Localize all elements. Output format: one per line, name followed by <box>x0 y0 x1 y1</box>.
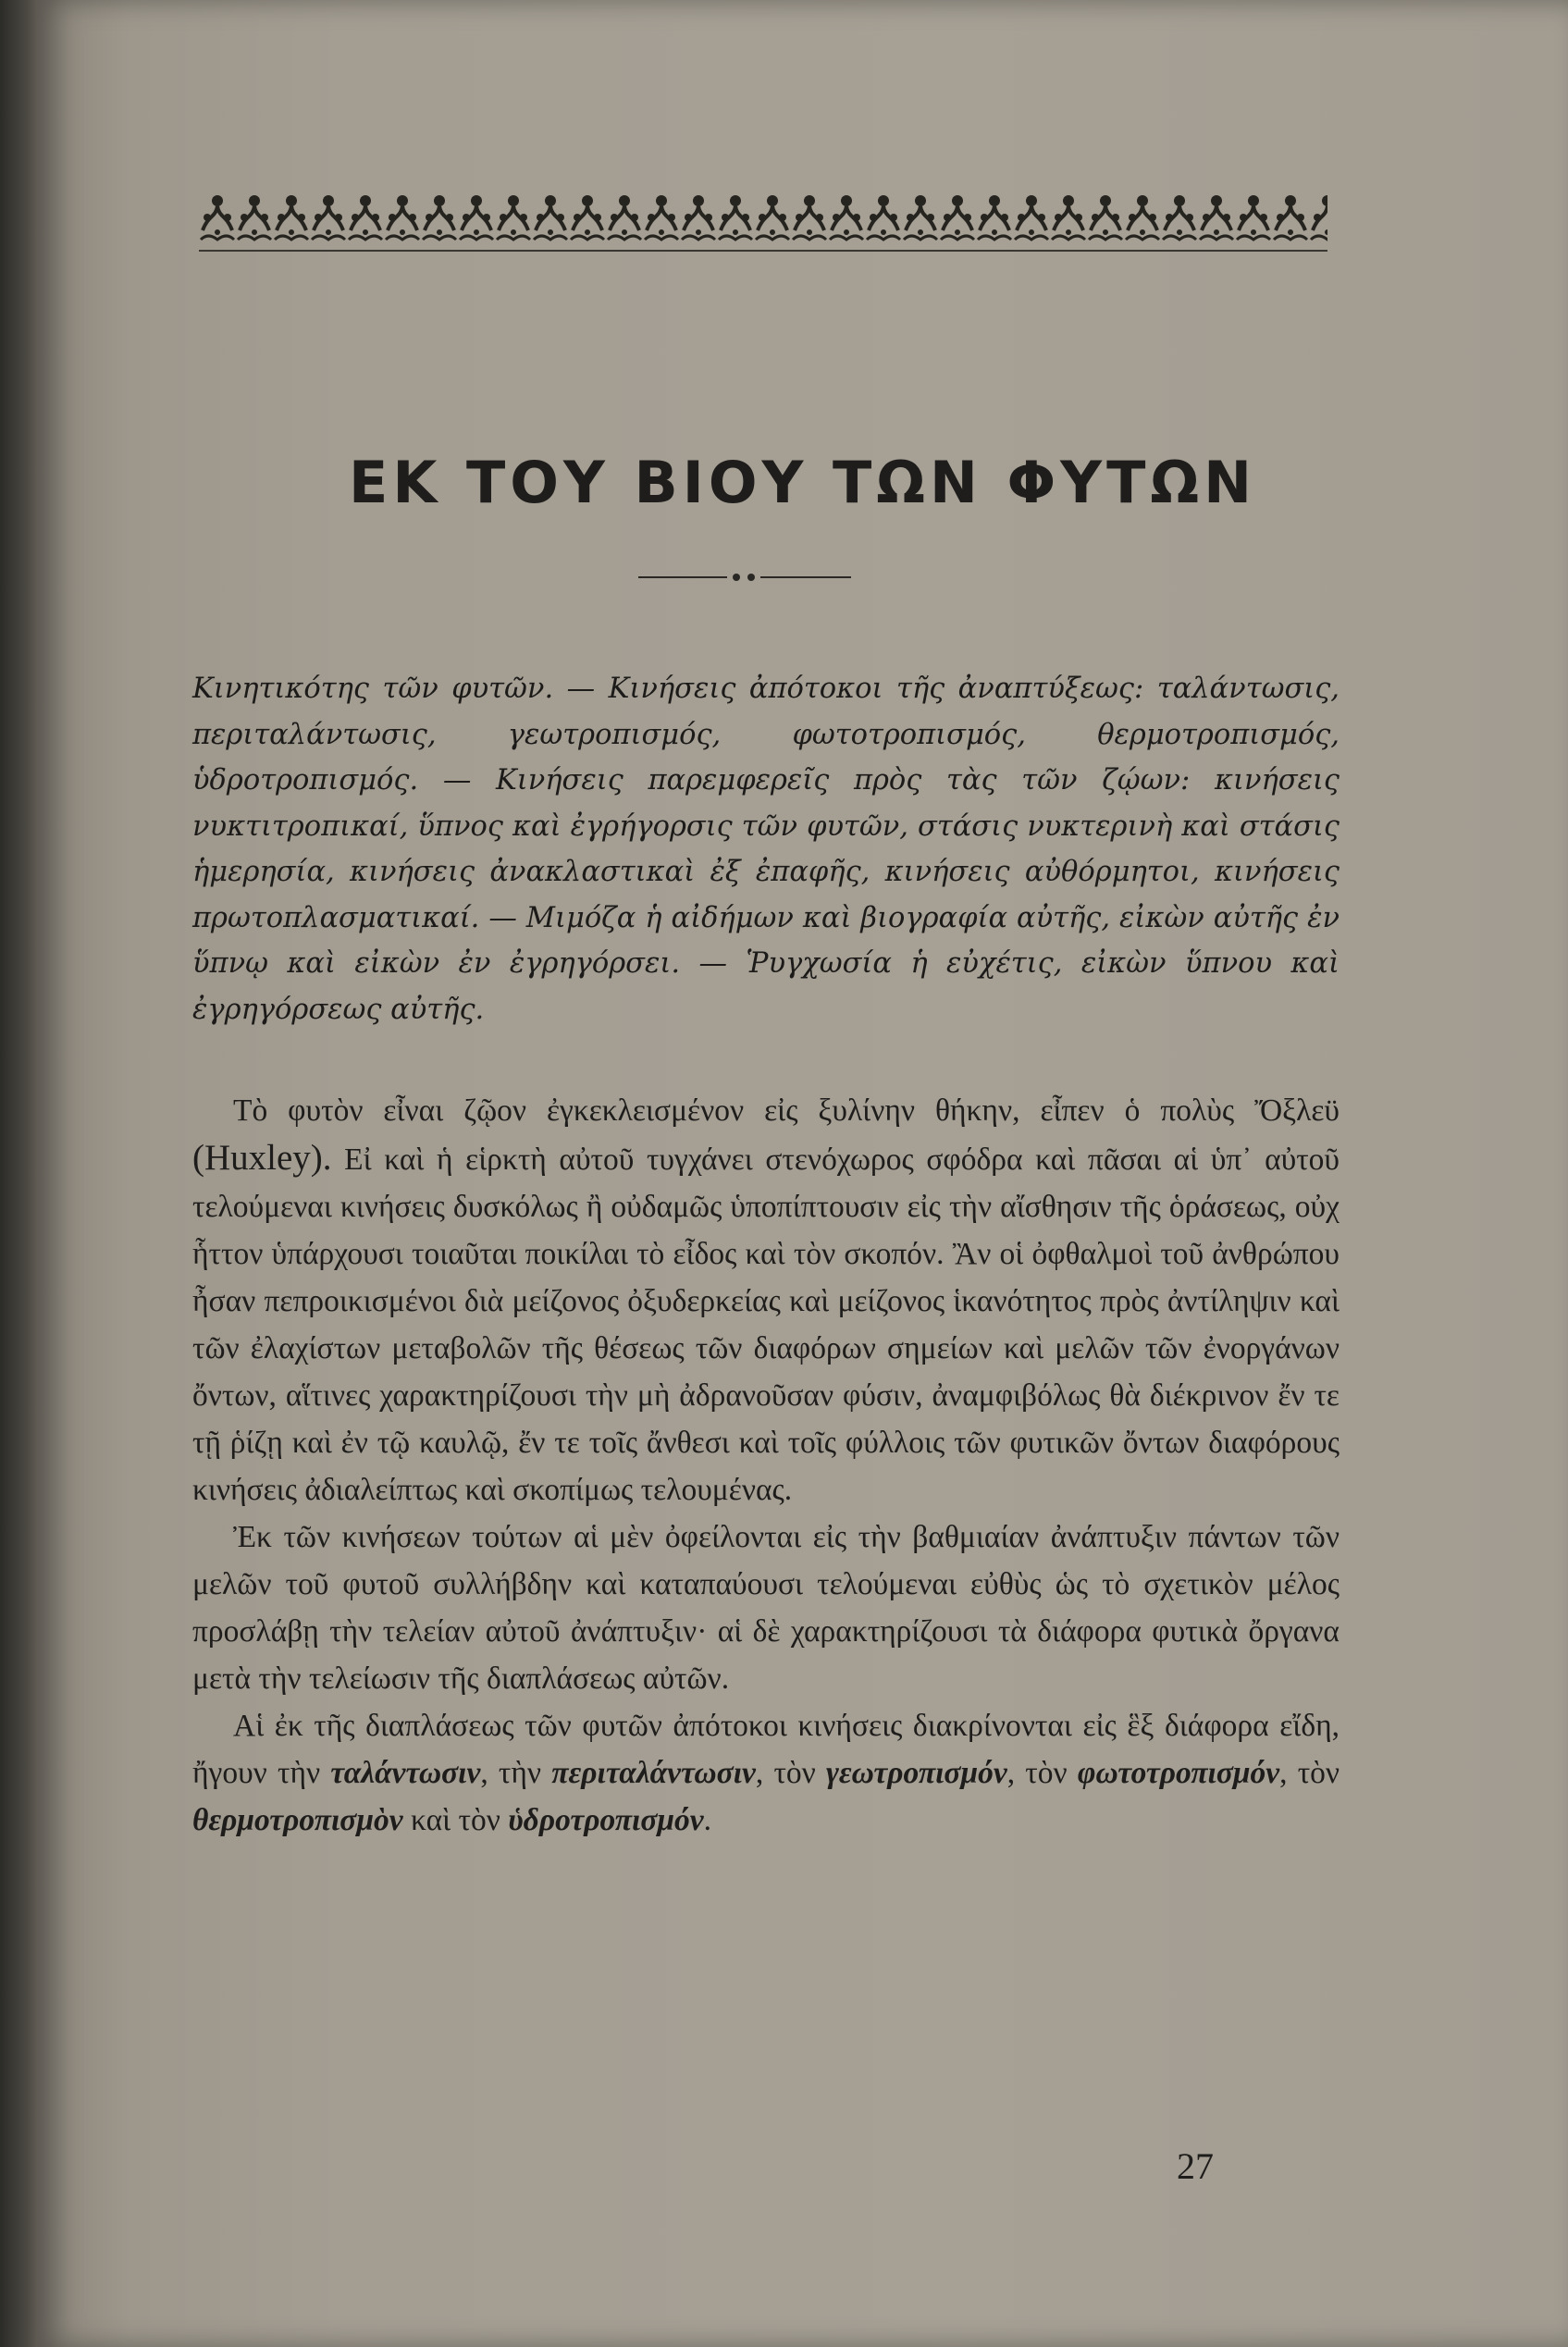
paragraph-1-part-b: Εἰ καὶ ἡ εἱρκτὴ αὐτοῦ τυγχάνει στενόχωρος σφόδρα καὶ πᾶσαι αἱ ὑπ᾽ αὐτοῦ τελούμεναι κινήσεις δυσκόλως ἢ οὐδαμῶς ὑποπίπτουσιν εἰς τὴν αἴσθησιν τῆς ὁράσεως, οὐχ ἧττον ὑπάρχουσι τοιαῦται ποικίλαι τὸ εἶδος καὶ τὸν σκοπόν. Ἂν οἱ ὀφθαλμοὶ τοῦ ἀνθρώπου ἦσαν πεπροικισμένοι διὰ μείζονος ὀξυδερκείας καὶ μείζονος ἱκανότητος πρὸς ἀντίληψιν καὶ τῶν ἐλαχίστων μεταβολῶν τῆς θέσεως τῶν διαφόρων σημείων καὶ μελῶν τῶν ἐνοργάνων ὄντων, αἵτινες χαρακτηρίζουσι τὴν μὴ ἀδρανοῦσαν φύσιν, ἀναμφιβόλως θὰ διέκρινον ἔν τε τῇ ῥίζῃ καὶ ἐν τῷ καυλῷ, ἔν τε τοῖς ἄνθεσι καὶ τοῖς φύλλοις τῶν φυτικῶν ὄντων διαφόρους κινήσεις ἀδιαλείπτως καὶ σκοπίμως τελουμένας. <box>192 1143 1340 1507</box>
paragraph-3-conn-2: , τὸν <box>755 1756 816 1790</box>
term-thermotropismos: θερμοτροπισμὸν <box>192 1803 403 1837</box>
paragraph-3-conn-1: , τὴν <box>480 1756 542 1790</box>
divider-line-right <box>760 576 851 578</box>
page-number: 27 <box>1177 2145 1214 2187</box>
paragraph-3-conn-5: καὶ τὸν <box>410 1803 500 1837</box>
chapter-summary: Κινητικότης τῶν φυτῶν. — Κινήσεις ἀπότοκοι τῆς ἀναπτύξεως: ταλάντωσις, περιταλάντωσις, γεωτροπισμός, φωτοτροπισμός, θερμοτροπισμός, ὑδροτροπισμός. — Κινήσεις παρεμφερεῖς πρὸς τὰς τῶν ζῴων: κινήσεις νυκτιτροπικαί, ὕπνος καὶ ἐγρήγορσις τῶν φυτῶν, στάσις νυκτερινὴ καὶ στάσις ἡμερησία, κινήσεις ἀνακλαστικαὶ ἐξ ἐπαφῆς, κινήσεις αὐθόρμητοι, κινήσεις πρωτοπλασματικαί. — Μιμόζα ἡ αἰδήμων καὶ βιογραφία αὐτῆς, εἰκὼν αὐτῆς ἐν ὕπνῳ καὶ εἰκὼν ἐν ἐγρηγόρσει. — Ῥυγχωσία ἡ εὐχέτις, εἰκὼν ὕπνου καὶ ἐγρηγόρσεως αὐτῆς. <box>192 673 1340 1026</box>
term-ydrotropismos: ὑδροτροπισμόν <box>508 1803 704 1837</box>
paragraph-3-conn-4: , τὸν <box>1279 1756 1340 1790</box>
paragraph-3 <box>192 1702 1340 1844</box>
paragraph-2: Ἐκ τῶν κινήσεων τούτων αἱ μὲν ὀφείλονται εἰς τὴν βαθμιαίαν ἀνάπτυξιν πάντων τῶν μελῶν τοῦ φυτοῦ συλλήβδην καὶ καταπαύουσι τελούμεναι εὐθὺς ὡς τὸ σχετικὸν μέλος προσλάβῃ τὴν τελείαν αὐτοῦ ἀνάπτυξιν· αἱ δὲ χαρακτηρίζουσι τὰ διάφορα φυτικὰ ὄργανα μετὰ τὴν τελείωσιν τῆς διαπλάσεως αὐτῶν. <box>192 1520 1340 1696</box>
divider-line-left <box>638 576 727 578</box>
term-geotropismos: γεωτροπισμόν <box>826 1756 1007 1790</box>
body-text <box>192 1087 1340 1844</box>
paragraph-1 <box>192 1087 1340 1513</box>
paragraph-1-part-a: Τὸ φυτὸν εἶναι ζῷον ἐγκεκλεισμένον εἰς ξυλίνην θήκην, εἶπεν ὁ πολὺς Ὄξλεϋ <box>233 1093 1340 1128</box>
term-talantosis: ταλάντωσιν <box>330 1756 481 1790</box>
ornament-graphic <box>199 190 1327 247</box>
ornament-band <box>199 190 1327 247</box>
book-page <box>37 0 1568 2347</box>
divider-dot-left <box>733 574 740 581</box>
term-fototropismos: φωτοτροπισμόν <box>1077 1756 1280 1790</box>
term-peritalantosis: περιταλάντωσιν <box>551 1756 756 1790</box>
chapter-title: ΕΚ ΤΟΥ ΒΙΟΥ ΤΩΝ ΦΥΤΩΝ <box>349 449 1256 516</box>
title-divider <box>638 572 851 583</box>
latin-name-huxley: (Huxley). <box>192 1138 332 1178</box>
paragraph-3-intro: Αἱ ἐκ τῆς διαπλάσεως τῶν φυτῶν ἀπότοκοι κινήσεις διακρίνονται εἰς ἓξ διάφορα εἴδη, ἤγουν τὴν <box>192 1709 1340 1790</box>
paragraph-3-conn-3: , τὸν <box>1006 1756 1068 1790</box>
paragraph-3-end: . <box>703 1803 712 1837</box>
ornament-rule <box>199 250 1327 252</box>
divider-dot-right <box>747 574 755 581</box>
